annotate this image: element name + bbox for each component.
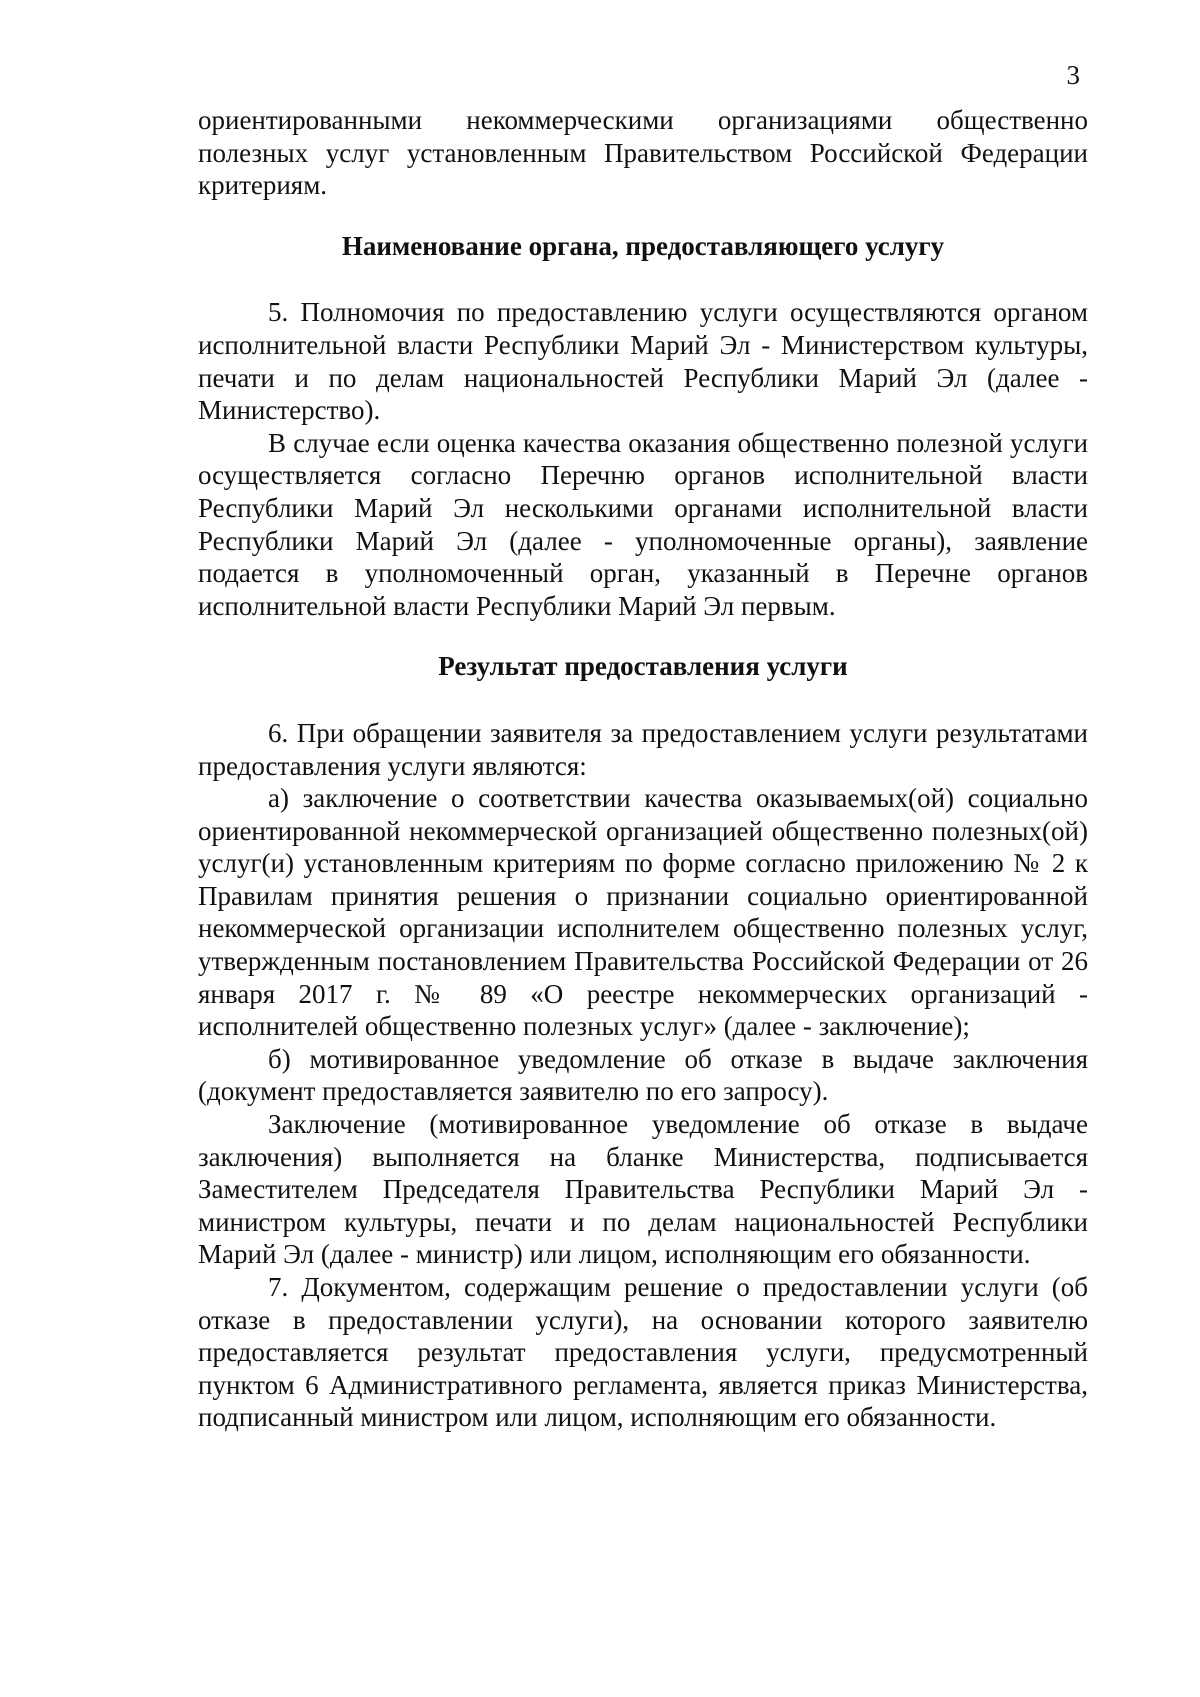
- paragraph-item-7: 7. Документом, содержащим решение о предоставлении услуги (об отказе в предоставлении услуги), на основании которого заявителю предоставляется результат предоставления услуги, предусмотренный пунктом 6 Административного регламента, является приказ Министерства, подписанный министром или лицом, исполняющим его обязанности.: [198, 1272, 1088, 1433]
- paragraph-authorized-bodies: В случае если оценка качества оказания общественно полезной услуги осуществляется согласно Перечню органов исполнительной власти Республики Марий Эл несколькими органами исполнительной власти Республики Марий Эл (далее - уполномоченные органы), заявление подается в уполномоченный орган, указанный в Перечне органов исполнительной власти Республики Марий Эл первым.: [198, 427, 1088, 621]
- section-heading-result: Результат предоставления услуги: [438, 651, 848, 682]
- paragraph-item-6: 6. При обращении заявителя за предоставлением услуги результатами предоставления услуги являются:: [198, 717, 1088, 781]
- page-number: 3: [1066, 60, 1080, 90]
- document-body: [198, 104, 1088, 1434]
- paragraph-subitem-b: б) мотивированное уведомление об отказе в выдаче заключения (документ предоставляется заявителю по его запросу).: [198, 1043, 1088, 1107]
- section-heading-authority: Наименование органа, предоставляющего услугу: [341, 230, 945, 261]
- paragraph-continuation: ориентированными некоммерческими организациями общественно полезных услуг установленным Правительством Российской Федерации критериям.: [198, 105, 1088, 201]
- paragraph-subitem-a: а) заключение о соответствии качества оказываемых(ой) социально ориентированной некоммерческой организацией общественно полезных(ой) услуг(и) установленным критериям по форме согласно приложению № 2 к Правилам принятия решения о признании социально ориентированной некоммерческой организации исполнителем общественно полезных услуг, утвержденным постановлением Правительства Российской Федерации от 26 января 2017 г. № 89 «О реестре некоммерческих организаций - исполнителей общественно полезных услуг» (далее - заключение);: [198, 783, 1088, 1042]
- paragraph-item-5: 5. Полномочия по предоставлению услуги осуществляются органом исполнительной власти Республики Марий Эл - Министерством культуры, печати и по делам национальностей Республики Марий Эл (далее - Министерство).: [198, 297, 1088, 426]
- paragraph-conclusion-form: Заключение (мотивированное уведомление об отказе в выдаче заключения) выполняется на бланке Министерства, подписывается Заместителем Председателя Правительства Республики Марий Эл - министром культуры, печати и по делам национальностей Республики Марий Эл (далее - министр) или лицом, исполняющим его обязанности.: [198, 1109, 1088, 1270]
